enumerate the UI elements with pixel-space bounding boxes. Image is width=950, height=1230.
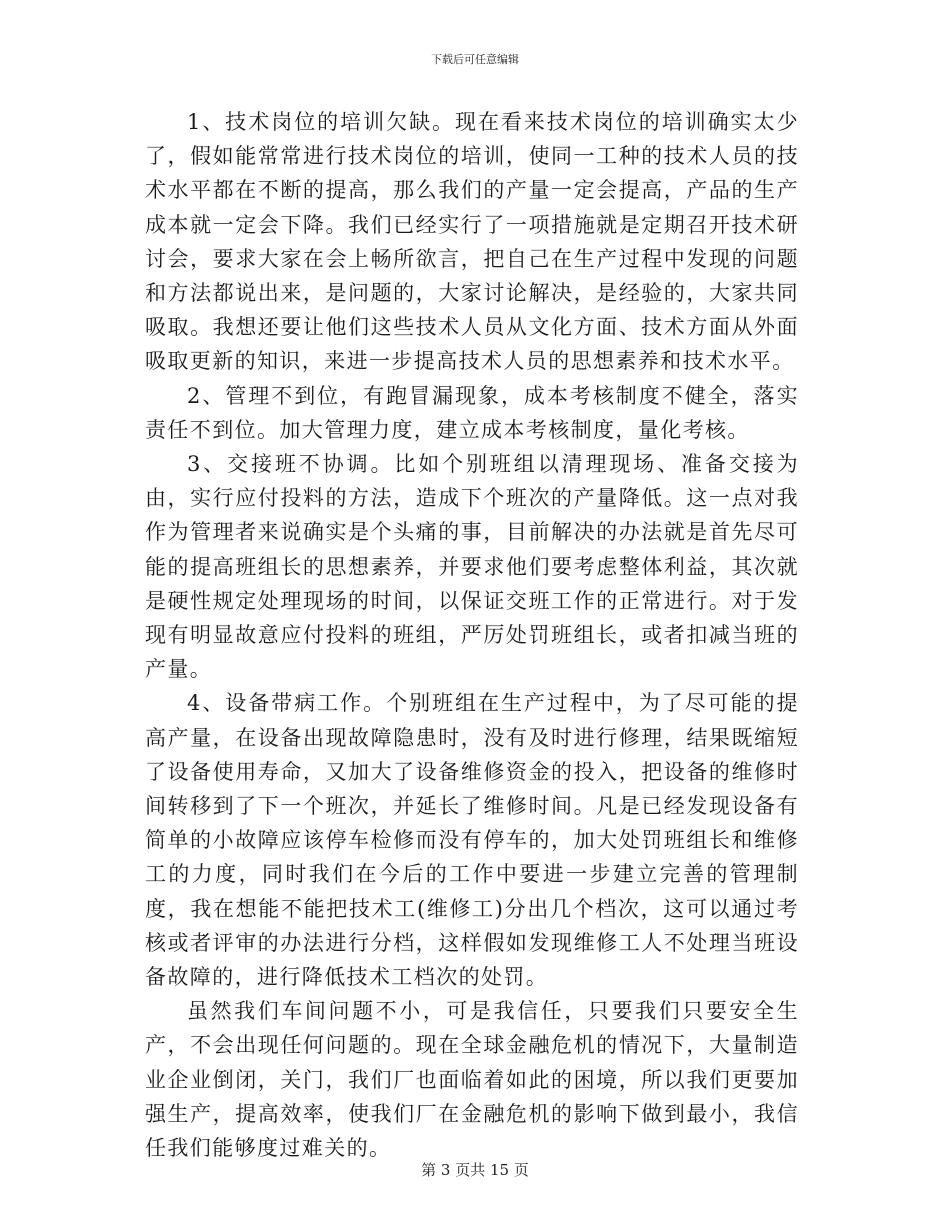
paragraph-technical-training: 1、技术岗位的培训欠缺。现在看来技术岗位的培训确实太少了，假如能常常进行技术岗位的培训，使同一工种的技术人员的技术水平都在不断的提高，那么我们的产量一定会提高，产品的生产成本就一定会下降。我们已经实行了一项措施就是定期召开技术研讨会，要求大家在会上畅所欲言，把自己在生产过程中发现的问题和方法都说出来，是问题的，大家讨论解决，是经验的，大家共同吸取。我想还要让他们这些技术人员从文化方面、技术方面从外面吸取更新的知识，来进一步提高技术人员的思想素养和技术水平。 (145, 110, 799, 374)
paragraph-shift-handover: 3、交接班不协调。比如个别班组以清理现场、准备交接为由，实行应付投料的方法，造成下个班次的产量降低。这一点对我作为管理者来说确实是个头痛的事，目前解决的办法就是首先尽可能的提高班组长的思想素养，并要求他们要考虑整体利益，其次就是硬性规定处理现场的时间，以保证交班工作的正常进行。对于发现有明显故意应付投料的班组，严厉处罚班组长，或者扣减当班的产量。 (145, 452, 799, 682)
page-header-note: 下载后可任意编辑 (431, 53, 519, 66)
page-number: 第 3 页共 15 页 (421, 1161, 529, 1179)
paragraph-equipment-issues: 4、设备带病工作。个别班组在生产过程中，为了尽可能的提高产量，在设备出现故障隐患时，没有及时进行修理，结果既缩短了设备使用寿命，又加大了设备维修资金的投入，把设备的维修时间转移到了下一个班次，并延长了维修时间。凡是已经发现设备有简单的小故障应该停车检修而没有停车的，加大处罚班组长和维修工的力度，同时我们在今后的工作中要进一步建立完善的管理制度，我在想能不能把技术工(维修工)分出几个档次，这可以通过考核或者评审的办法进行分档，这样假如发现维修工人不处理当班设备故障的，进行降低技术工档次的处罚。 (145, 691, 799, 990)
document-body (145, 105, 799, 1165)
paragraph-conclusion: 虽然我们车间问题不小，可是我信任，只要我们只要安全生产，不会出现任何问题的。现在全球金融危机的情况下，大量制造业企业倒闭，关门，我们厂也面临着如此的困境，所以我们更要加强生产，提高效率，使我们厂在金融危机的影响下做到最小，我信任我们能够度过难关的。 (145, 999, 799, 1161)
paragraph-management: 2、管理不到位，有跑冒漏现象，成本考核制度不健全，落实责任不到位。加大管理力度，建立成本考核制度，量化考核。 (145, 383, 799, 442)
